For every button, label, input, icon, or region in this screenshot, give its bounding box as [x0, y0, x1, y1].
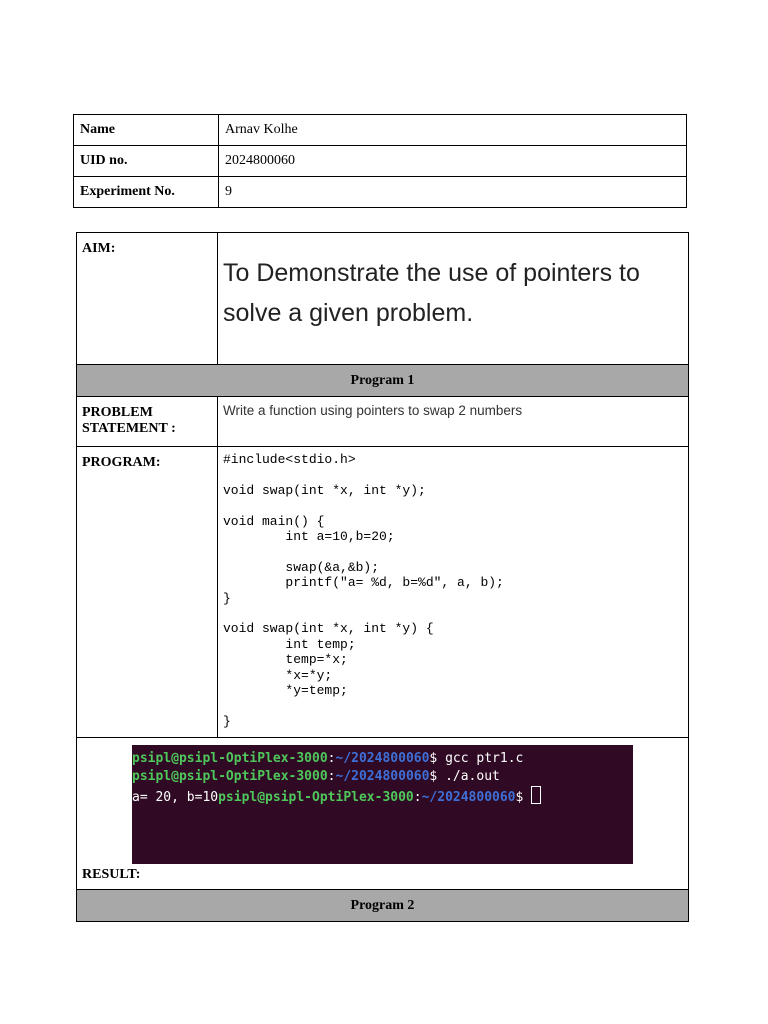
aim-cell: [218, 233, 689, 365]
program2-heading: Program 2: [77, 890, 689, 922]
terminal-user-host: psipl@psipl-OptiPlex-3000: [218, 790, 414, 805]
result-row: [77, 738, 689, 890]
terminal-line-1: [132, 750, 633, 768]
terminal-line-2: [132, 768, 633, 786]
problem-row: [77, 397, 689, 447]
terminal-colon: :: [413, 790, 422, 805]
aim-text: To Demonstrate the use of pointers to solve a given problem.: [223, 259, 640, 327]
terminal-colon: :: [327, 769, 336, 784]
aim-row: [77, 233, 689, 365]
info-row-name: [74, 115, 687, 146]
program-row: [77, 447, 689, 738]
terminal-user-host: psipl@psipl-OptiPlex-3000: [132, 769, 328, 784]
program-cell: [218, 447, 689, 738]
program1-heading: Program 1: [77, 365, 689, 397]
program2-heading-row: [77, 890, 689, 922]
program1-heading-row: [77, 365, 689, 397]
program-code: #include<stdio.h> void swap(int *x, int *y); void main() { int a=10,b=20; swap(&a,&b); printf("a= %d, b=%d", a, b); } void swap(int *x, int *y) { int temp; temp=*x; *x=*y; *y=temp; }: [223, 452, 504, 729]
terminal-prompt: $: [429, 751, 446, 766]
uid-label: UID no.: [74, 146, 219, 177]
name-label: Name: [74, 115, 219, 146]
info-row-uid: [74, 146, 687, 177]
terminal-output: a= 20, b=10: [132, 790, 219, 805]
terminal-path: ~/2024800060: [335, 769, 430, 784]
terminal-screenshot: [132, 745, 633, 864]
terminal-line-3: [132, 786, 633, 807]
experiment-table: [76, 232, 689, 922]
terminal-command-2: ./a.out: [445, 769, 500, 784]
terminal-path: ~/2024800060: [421, 790, 516, 805]
uid-value: 2024800060: [219, 146, 687, 177]
info-row-experiment: [74, 177, 687, 208]
terminal-prompt: $: [515, 790, 532, 805]
name-value: Arnav Kolhe: [219, 115, 687, 146]
student-info-table: [73, 114, 687, 208]
terminal-cursor-icon: [531, 786, 541, 804]
experiment-value: 9: [219, 177, 687, 208]
problem-label: PROBLEM STATEMENT :: [77, 397, 218, 447]
result-cell: [77, 738, 689, 890]
program-label: PROGRAM:: [77, 447, 218, 738]
terminal-prompt: $: [429, 769, 446, 784]
terminal-colon: :: [327, 751, 336, 766]
terminal-path: ~/2024800060: [335, 751, 430, 766]
aim-label: AIM:: [77, 233, 218, 365]
experiment-label: Experiment No.: [74, 177, 219, 208]
terminal-command-1: gcc ptr1.c: [445, 751, 524, 766]
terminal-user-host: psipl@psipl-OptiPlex-3000: [132, 751, 328, 766]
problem-text: Write a function using pointers to swap 2 numbers: [218, 397, 689, 447]
result-label: RESULT:: [82, 867, 141, 882]
